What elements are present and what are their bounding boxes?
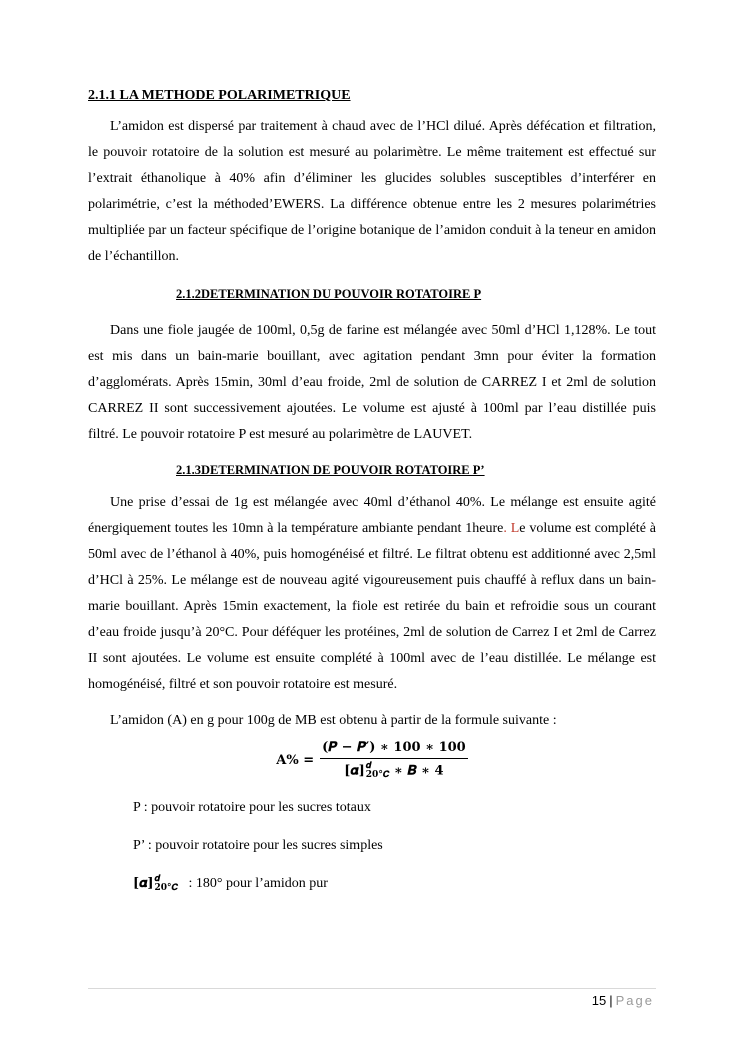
definition-alpha-text: : 180° pour l’amidon pur: [188, 876, 328, 891]
subsection-heading-p: 2.1.2DETERMINATION DU POUVOIR ROTATOIRE P: [176, 287, 482, 301]
paragraph-part1: Une prise d’essai de 1g est mélangée avec 40ml d’éthanol 40%. Le mélange est ensuite agité énergiquement toutes les 10mn à la température ambiante pendant 1heure: [88, 495, 656, 536]
definition-alpha-symbol: [133, 874, 178, 894]
page-number: 15: [591, 993, 607, 1008]
paragraph-part2: e volume est complété à 50ml avec de l’éthanol à 40%, puis homogénéisé et filtré. Le filtrat obtenu est additionné avec 2,5ml d’HCl à 25%. Le mélange est de nouveau agité vigoureusement puis chauffé à reflux dans un bain-marie bouillant. Après 15min exactement, la fiole est retirée du bain et refroidie sous un courant d’eau froide jusqu’à 20°C. Pour déféquer les protéines, 2ml de solution de Carrez I et 2ml de Carrez II sont ajoutées. Le volume est ensuite complété à 100ml avec de l’eau distillée. Le mélange est homogénéisé, filtré et son pouvoir rotatoire est mesuré.: [88, 521, 656, 692]
subsection-heading-p-prime: 2.1.3DETERMINATION DE POUVOIR ROTATOIRE P’: [176, 463, 485, 477]
definition-p: P : pouvoir rotatoire pour les sucres totaux: [133, 800, 371, 815]
formula-numerator: (𝑷 − 𝑷′) ∗ 𝟏𝟎𝟎 ∗ 𝟏𝟎𝟎: [320, 740, 468, 759]
definition-alpha: [133, 874, 656, 894]
paragraph-p-determination: Dans une fiole jaugée de 100ml, 0,5g de farine est mélangée avec 50ml d’HCl 1,128%. Le tout est mis dans un bain-marie bouillant, avec agitation pendant 3mn pour éviter la formation d’agglomérats. Après 15min, 30ml d’eau froide, 2ml de solution de CARREZ I et 2ml de solution CARREZ II sont successivement ajoutées. Le volume est ajusté à 100ml par l’eau distillée puis filtré. Le pouvoir rotatoire P est mesuré au polarimètre de LAUVET.: [88, 323, 656, 442]
definitions-list: [88, 798, 656, 894]
definition-p-prime: P’ : pouvoir rotatoire pour les sucres simples: [133, 838, 383, 853]
formula-lhs: A% =: [276, 752, 315, 768]
page-footer: [592, 993, 654, 1008]
page-content: [88, 86, 656, 894]
formula-alpha-sub: 𝟐𝟎°𝑪: [365, 770, 390, 780]
formula-alpha: [𝜶]: [344, 763, 365, 779]
paragraph-p-prime-determination: [88, 490, 656, 698]
highlighted-text: . L: [503, 521, 520, 536]
definition-alpha-sub: 𝟐𝟎°𝑪: [154, 883, 179, 893]
formula-alpha-sup: 𝒅: [365, 761, 372, 771]
intro-paragraph: L’amidon est dispersé par traitement à chaud avec de l’HCl dilué. Après défécation et filtration, le pouvoir rotatoire de la solution est mesuré au polarimètre. Le même traitement est effectué sur l’extrait éthanolique à 40% afin d’éliminer les glucides solubles susceptibles d’interférer en polarimétrie, c’est la méthoded’EWERS. La différence obtenue entre les 2 mesures polarimétries multipliée par un facteur spécifique de l’origine botanique de l’amidon conduit à la teneur en amidon de l’échantillon.: [88, 119, 656, 264]
definition-alpha-bracket: [𝜶]: [133, 876, 154, 891]
definition-alpha-indices: [155, 875, 179, 893]
formula-fraction: [320, 740, 468, 780]
footer-separator: |: [609, 993, 613, 1008]
footer-divider: [88, 988, 656, 989]
page-label: Page: [615, 993, 654, 1008]
section-heading: 2.1.1 LA METHODE POLARIMETRIQUE: [88, 88, 351, 103]
formula-alpha-indices: [366, 762, 390, 780]
formula-denominator: [344, 759, 443, 780]
formula-intro: L’amidon (A) en g pour 100g de MB est obtenu à partir de la formule suivante :: [110, 713, 557, 728]
starch-formula: [88, 740, 656, 780]
formula-den-rest: ∗ 𝑩 ∗ 𝟒: [389, 763, 444, 779]
definition-alpha-sup: 𝒅: [154, 874, 161, 884]
